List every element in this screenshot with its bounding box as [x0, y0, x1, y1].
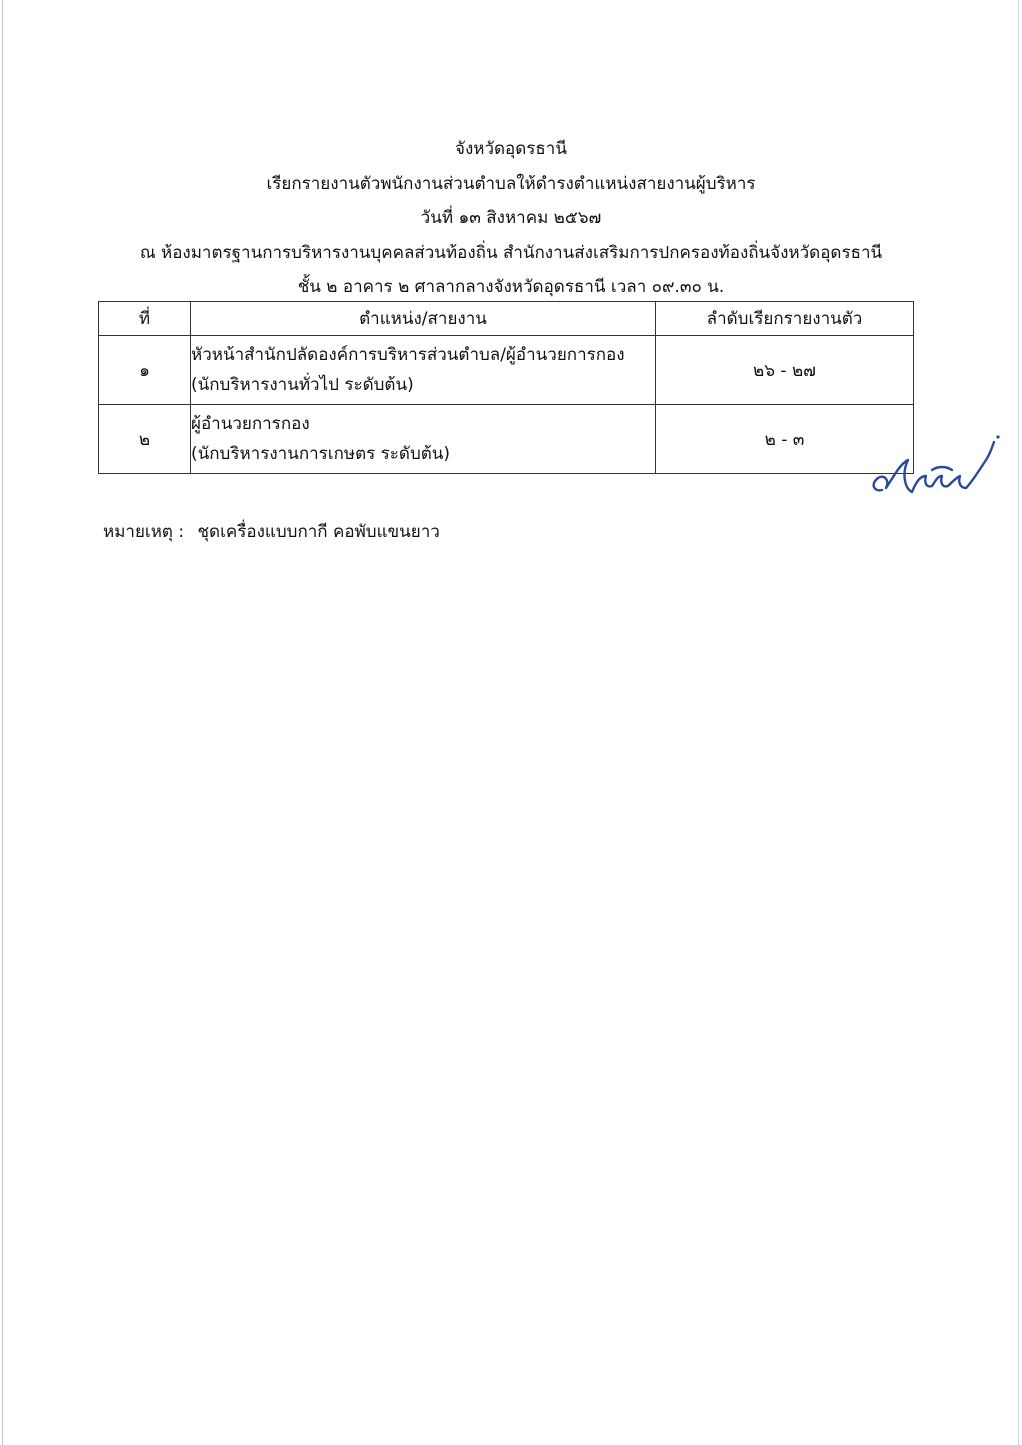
signature-stroke [986, 442, 994, 460]
position-title: ผู้อำนวยการกอง [191, 414, 310, 434]
signature-stroke [932, 467, 952, 470]
header-date: วันที่ ๑๓ สิงหาคม ๒๕๖๗ [420, 208, 602, 228]
header-subject: เรียกรายงานตัวพนักงานส่วนตำบลให้ดำรงตำแหน่งสายงานผู้บริหาร [266, 173, 756, 194]
column-header-position: ตำแหน่ง/สายงาน [191, 302, 656, 336]
remark-text: ชุดเครื่องแบบกากี คอพับแขนยาว [197, 522, 440, 542]
header-province: จังหวัดอุดรธานี [455, 139, 567, 159]
row-report-order: ๒ - ๓ [656, 405, 914, 474]
signature-image [866, 432, 1006, 512]
row-number: ๒ [99, 405, 191, 474]
signature-dot [996, 435, 999, 438]
column-header-order: ลำดับเรียกรายงานตัว [656, 302, 914, 336]
header-location: ณ ห้องมาตรฐานการบริหารงานบุคคลส่วนท้องถิ่น สำนักงานส่งเสริมการปกครองท้องถิ่นจังหวัดอุดรธานี [139, 242, 883, 263]
table-header-row [99, 302, 914, 336]
remark [103, 518, 440, 545]
document-header [60, 132, 962, 305]
table-row [99, 336, 914, 405]
remark-label: หมายเหตุ : [103, 522, 185, 542]
page-edge-right [1018, 0, 1019, 1445]
position-line: (นักบริหารงานทั่วไป ระดับต้น) [191, 375, 414, 395]
page-edge-left [2, 0, 3, 1445]
row-position [191, 336, 656, 405]
signature-stroke [874, 460, 986, 492]
header-floor-time: ชั้น ๒ อาคาร ๒ ศาลากลางจังหวัดอุดรธานี เวลา ๐๙.๓๐ น. [297, 277, 725, 297]
table-row [99, 405, 914, 474]
signature-strokes [874, 435, 1000, 492]
row-report-order: ๒๖ - ๒๗ [656, 336, 914, 405]
column-header-no: ที่ [99, 302, 191, 336]
position-title: หัวหน้าสำนักปลัดองค์การบริหารส่วนตำบล/ผู้อำนวยการกอง [191, 345, 625, 365]
position-line: (นักบริหารงานการเกษตร ระดับต้น) [191, 444, 451, 464]
row-position [191, 405, 656, 474]
row-number: ๑ [99, 336, 191, 405]
report-schedule-table [98, 301, 914, 474]
